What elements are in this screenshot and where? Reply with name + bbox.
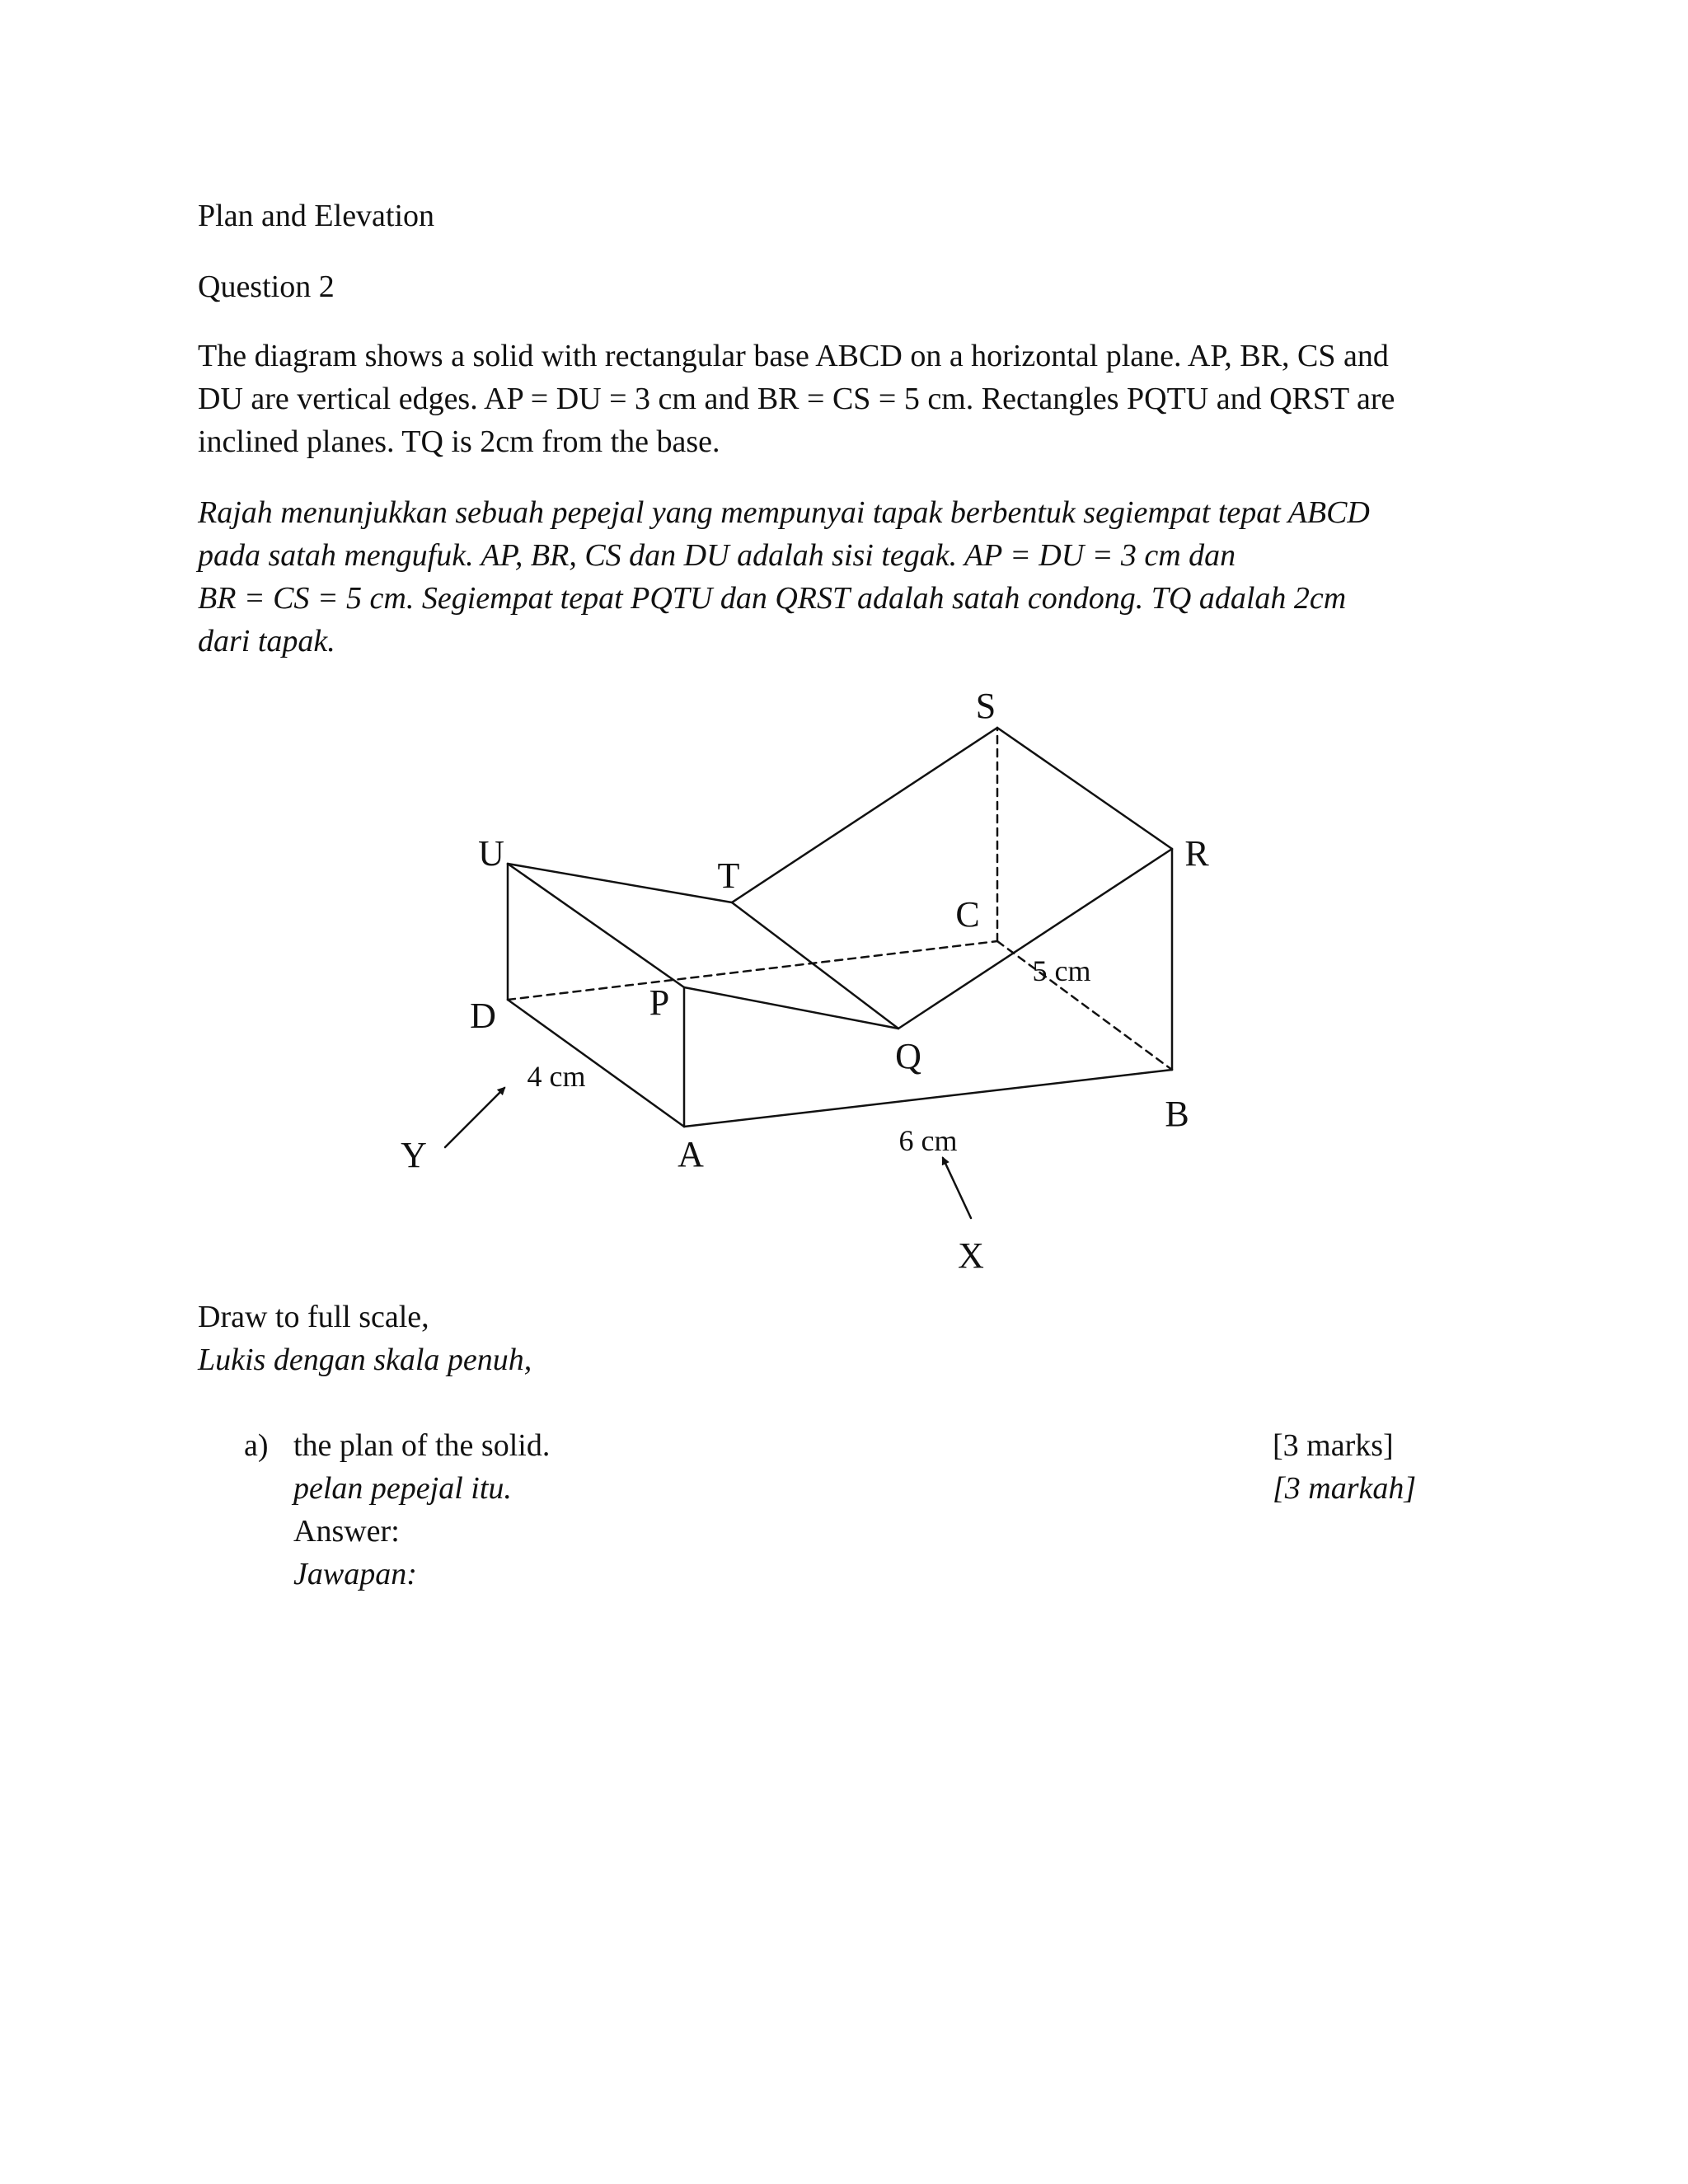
vertex-label-q: Q [895, 1036, 921, 1076]
english-line: DU are vertical edges. AP = DU = 3 cm and BR = CS = 5 cm. Rectangles PQTU and QRST are [198, 382, 1395, 416]
edge-up [508, 864, 684, 987]
edge-sr [997, 728, 1172, 849]
part-a-malay: pelan pepejal itu. [293, 1471, 512, 1506]
question-number: Question 2 [198, 269, 335, 304]
edge-tq [732, 902, 898, 1029]
vertex-label-s: S [975, 686, 996, 726]
edge-ut [508, 864, 732, 902]
part-a-letter: a) [244, 1428, 269, 1463]
edge-ab [684, 1070, 1172, 1127]
marks-malay: [3 markah] [1273, 1471, 1417, 1506]
answer-label-english: Answer: [293, 1514, 400, 1549]
vertex-label-b: B [1165, 1094, 1189, 1134]
vertex-label-p: P [649, 982, 670, 1023]
vertex-label-c: C [955, 894, 980, 935]
instruction-english: Draw to full scale, [198, 1300, 429, 1334]
dimension-label-ab: 6 cm [898, 1124, 958, 1157]
view-arrow-y [445, 1088, 504, 1147]
edge-qr [898, 849, 1172, 1029]
malay-line: BR = CS = 5 cm. Segiempat tepat PQTU dan QRST adalah satah condong. TQ adalah 2cm [198, 581, 1347, 616]
malay-line: Rajah menunjukkan sebuah pepejal yang mempunyai tapak berbentuk segiempat tepat ABCD [198, 495, 1370, 530]
dimension-label-ad: 4 cm [527, 1060, 586, 1093]
marks-english: [3 marks] [1273, 1428, 1394, 1463]
edge-ts [732, 728, 997, 902]
vertex-label-a: A [678, 1134, 704, 1174]
english-line: The diagram shows a solid with rectangular base ABCD on a horizontal plane. AP, BR, CS and [198, 339, 1389, 373]
malay-line: dari tapak. [198, 624, 335, 658]
vertex-label-u: U [478, 833, 504, 874]
edge-pq [684, 987, 898, 1029]
view-label-x: X [958, 1235, 984, 1276]
english-line: inclined planes. TQ is 2cm from the base. [198, 424, 720, 459]
answer-label-malay: Jawapan: [293, 1557, 417, 1591]
part-a-english: the plan of the solid. [293, 1428, 551, 1463]
instruction-malay: Lukis dengan skala penuh, [198, 1343, 532, 1377]
view-arrow-x [943, 1158, 971, 1218]
vertex-label-d: D [470, 996, 496, 1036]
dimension-label-cs: 5 cm [1032, 954, 1091, 987]
view-label-y: Y [401, 1135, 427, 1175]
vertex-label-r: R [1184, 833, 1209, 874]
edge-dc-hidden [508, 941, 997, 1000]
malay-line: pada satah mengufuk. AP, BR, CS dan DU adalah sisi tegak. AP = DU = 3 cm dan [198, 538, 1236, 573]
page-heading: Plan and Elevation [198, 199, 435, 233]
vertex-label-t: T [717, 855, 740, 896]
